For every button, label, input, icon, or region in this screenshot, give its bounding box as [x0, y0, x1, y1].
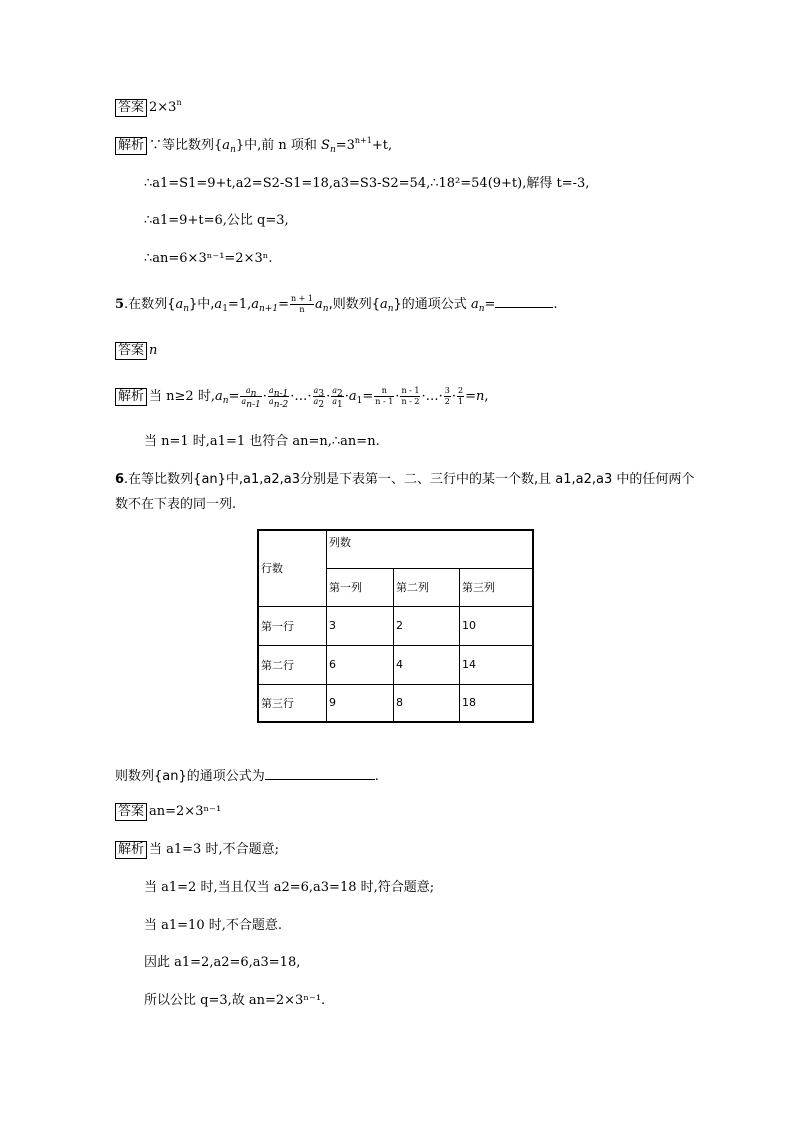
- q4-answer-line: [115, 99, 182, 117]
- table-cell: 18: [460, 684, 534, 722]
- q6-answer-line: [115, 803, 221, 821]
- q4-answer: $2\times 3^n$: [149, 98, 182, 115]
- table-row: [258, 645, 533, 684]
- q4-analysis-line-4: ∴an=6×3ⁿ⁻¹=2×3ⁿ.: [144, 251, 273, 266]
- q5-analysis-line-1: 解析 当 n≥2 时$,a_n=$ $\frac{a_n}{a_{n-1}}$ · $\frac{a_{n-1}}{a_{n-2}}$ ·…· $\frac{a_3}{a_2}$ · $\frac{a_2}{a_1}$ $\cdot a_1=$ $\frac{n}{n - 1}$ · $\frac{n - 1}{n - 2}$ ·…· $\frac{3}{2}$ · $\frac{2}{1}$ =n,: [115, 387, 488, 406]
- table-col-header: 列数: [327, 530, 534, 568]
- q6-question-line-2: 数不在下表的同一列.: [115, 497, 237, 512]
- q6-analysis-line-2: 当 a1=2 时,当且仅当 a2=6,a3=18 时,符合题意;: [144, 880, 435, 895]
- q5-answer: n: [149, 343, 158, 358]
- q6-analysis-line-5: 所以公比 q=3,故 an=2×3ⁿ⁻¹.: [144, 993, 326, 1008]
- answer-tag: 答案: [115, 99, 147, 117]
- answer-blank: [495, 295, 553, 308]
- q4-analysis-line-3: ∴a1=9+t=6,公比 q=3,: [144, 213, 289, 228]
- q4-analysis-line-1: 解析 ∵等比数列$\{a_n\}$中,前 n 项和 $S_n=3^{n+1}+t$,: [115, 137, 392, 155]
- analysis-tag: 解析: [115, 841, 147, 859]
- answer-blank: [265, 767, 375, 780]
- answer-tag: 答案: [115, 803, 147, 821]
- table-cell: 6: [327, 645, 394, 684]
- table-cell: 8: [394, 684, 460, 722]
- q6-analysis-line-1: 解析 当 a1=3 时,不合题意;: [115, 841, 279, 859]
- table-corner-cell: 行数: [258, 530, 327, 606]
- table-row: [258, 606, 533, 645]
- q5-analysis-line-2: 当 n=1 时,a1=1 也符合 an=n,∴an=n.: [144, 434, 380, 449]
- table-header-cell: 第一列: [327, 568, 394, 606]
- q4-analysis-line-2: ∴a1=S1=9+t,a2=S2-S1=18,a3=S3-S2=54,∴18²=54(9+t),解得 t=-3,: [144, 176, 590, 191]
- analysis-tag: 解析: [115, 388, 147, 406]
- analysis-tag: 解析: [115, 137, 147, 155]
- question-number: 5: [115, 297, 125, 312]
- q6-analysis-line-4: 因此 a1=2,a2=6,a3=18,: [144, 955, 301, 970]
- table-cell: 3: [327, 606, 394, 645]
- q6-analysis-line-3: 当 a1=10 时,不合题意.: [144, 918, 282, 933]
- answer-tag: 答案: [115, 342, 147, 360]
- row-label: 第二行: [258, 645, 327, 684]
- q6-prompt: 则数列{an}的通项公式为 .: [115, 769, 379, 784]
- row-label: 第一行: [258, 606, 327, 645]
- row-label: 第三行: [258, 684, 327, 722]
- q6-question-line-1: 6.在等比数列{an}中,a1,a2,a3分别是下表第一、二、三行中的某一个数,且 a1,a2,a3 中的任何两个: [115, 472, 695, 487]
- question-number: 6: [115, 472, 125, 487]
- table-header-cell: 第二列: [394, 568, 460, 606]
- fraction: $\frac{n + 1}{n}$: [290, 294, 313, 314]
- table-cell: 4: [394, 645, 460, 684]
- q5-answer-line: [115, 342, 157, 360]
- table-cell: 14: [460, 645, 534, 684]
- table-cell: 10: [460, 606, 534, 645]
- q6-answer: an=2×3ⁿ⁻¹: [149, 804, 222, 819]
- table-row: [258, 684, 533, 722]
- table-cell: 9: [327, 684, 394, 722]
- table-header-cell: 第三列: [460, 568, 534, 606]
- rows-columns-table: [257, 529, 534, 723]
- q5-question: 5.在数列$\{a_n\}$中$,a_1=1,a_{n+1}=$ $\frac{n + 1}{n}$ $a_n$,则数列$\{a_n\}$的通项公式 $a_n=$ .: [115, 294, 558, 314]
- table-cell: 2: [394, 606, 460, 645]
